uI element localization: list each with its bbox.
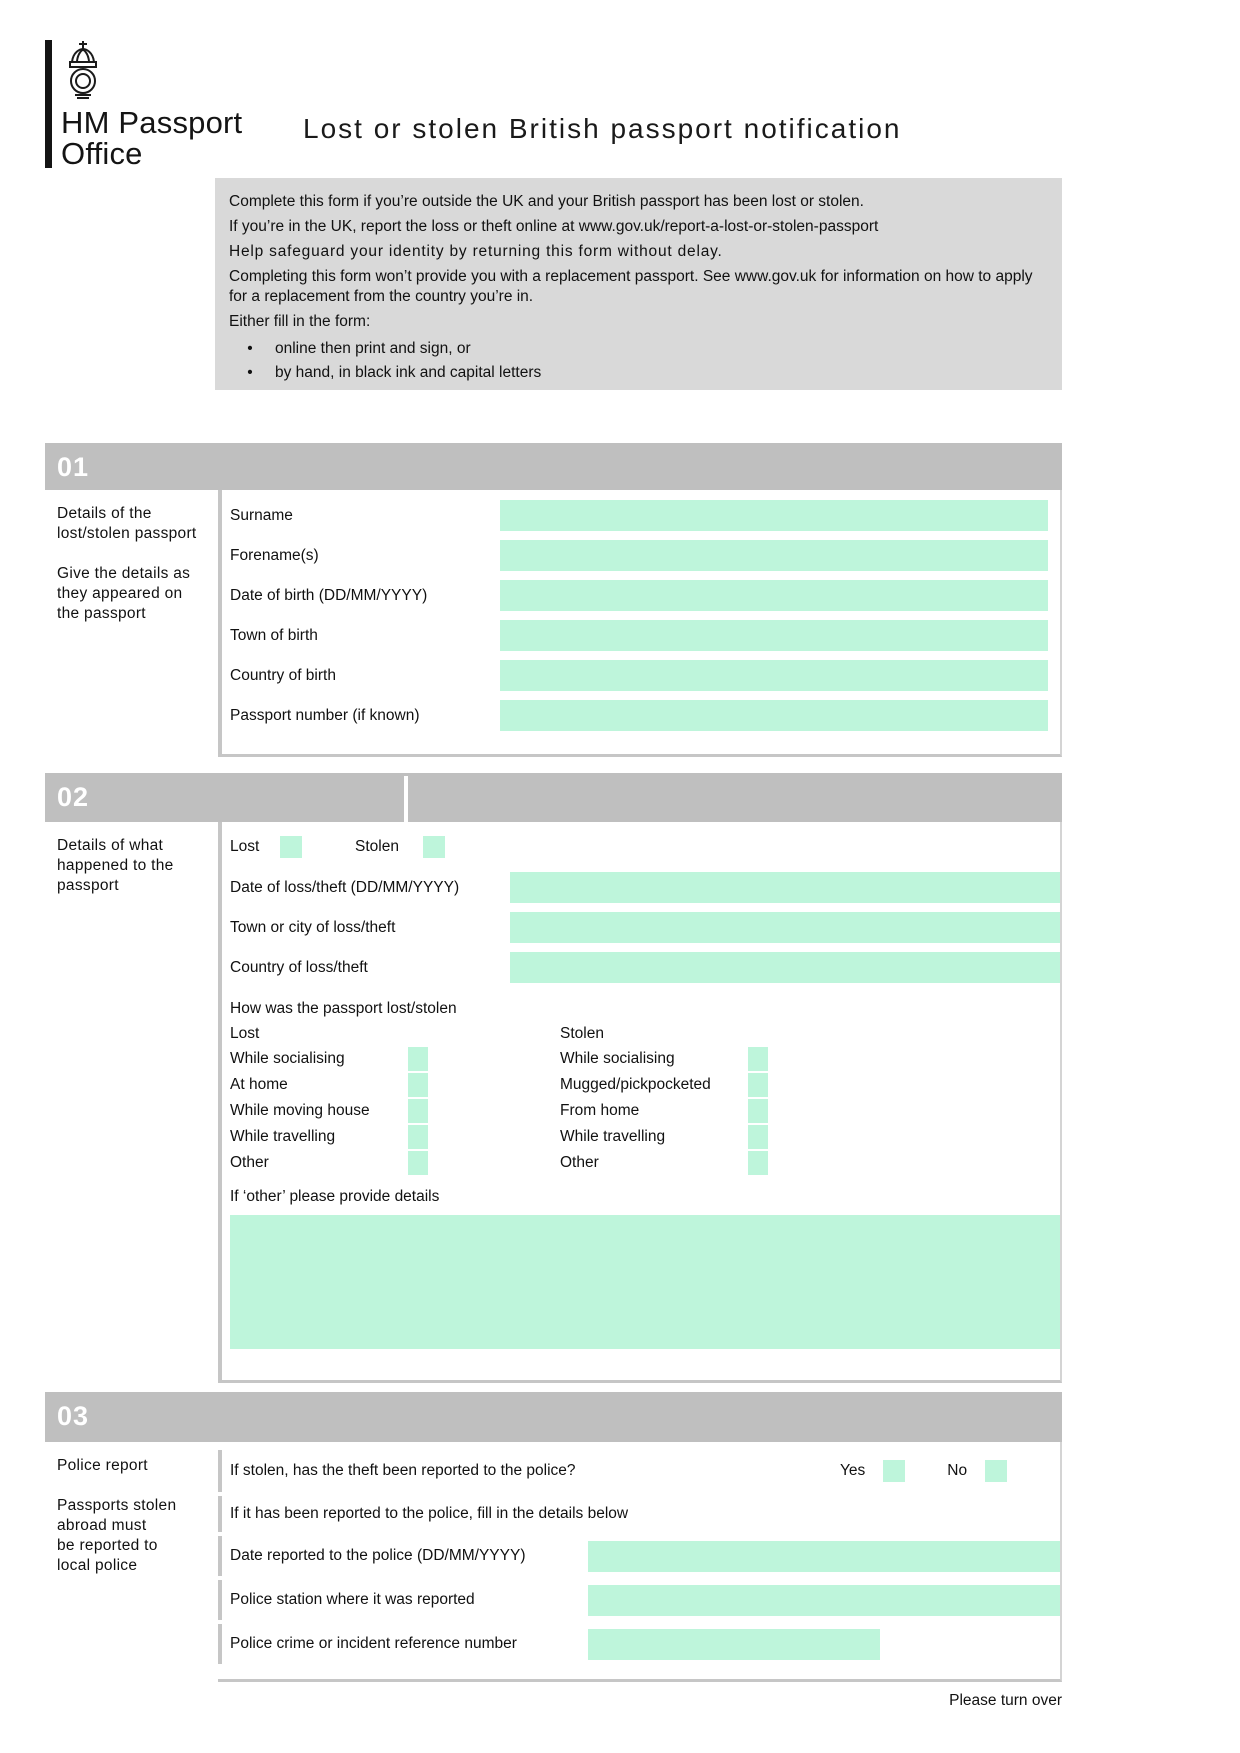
field-label: Passport number (if known) [230, 706, 420, 724]
police-station-input[interactable] [588, 1585, 1060, 1616]
bullet-icon: • [247, 364, 253, 381]
surname-input[interactable] [500, 500, 1048, 531]
sidebar-text: Police report [57, 1457, 148, 1474]
forenames-input[interactable] [500, 540, 1048, 571]
section-number: 01 [57, 452, 90, 482]
section-03-header-bar [45, 1392, 1062, 1442]
date-of-loss-input[interactable] [510, 872, 1060, 903]
form-row [218, 1624, 1060, 1664]
option-label: While travelling [230, 1128, 336, 1145]
intro-paragraph: If you’re in the UK, report the loss or theft online at www.gov.uk/report-a-lost-or-stolen-passport [229, 218, 879, 235]
country-of-birth-input[interactable] [500, 660, 1048, 691]
option-label: At home [230, 1076, 288, 1093]
header-bar-divider [404, 776, 408, 822]
stolen-column-header: Stolen [560, 1025, 604, 1042]
stolen-checkbox[interactable] [423, 836, 445, 858]
option-label: Other [230, 1154, 269, 1171]
police-report-note-row [218, 1496, 1060, 1532]
stolen-while-travelling-checkbox[interactable] [748, 1125, 768, 1149]
list-item [229, 361, 1046, 385]
section-02-body [45, 822, 1062, 1383]
town-of-birth-input[interactable] [500, 620, 1048, 651]
form-row [218, 1580, 1060, 1620]
bullet-text: online then print and sign, or [275, 340, 471, 357]
form-row [230, 500, 1048, 531]
option-row [230, 1124, 1060, 1150]
lost-other-checkbox[interactable] [408, 1151, 428, 1175]
date-of-birth-input[interactable] [500, 580, 1048, 611]
yes-label: Yes [840, 1462, 866, 1479]
lost-while-travelling-checkbox[interactable] [408, 1125, 428, 1149]
section-03-sidebar [45, 1442, 218, 1682]
logo-vertical-bar [45, 40, 52, 168]
field-label: Forename(s) [230, 546, 319, 564]
section-02-header-bar [45, 773, 1062, 822]
reported-no-checkbox[interactable] [985, 1460, 1007, 1482]
field-label: Town of birth [230, 626, 318, 644]
sidebar-line: Passports stolen [57, 1497, 177, 1514]
option-row [230, 1098, 1060, 1124]
sidebar-text: Details of the lost/stolen passport [57, 505, 197, 542]
date-reported-input[interactable] [588, 1541, 1060, 1572]
page-title: Lost or stolen British passport notification [303, 113, 902, 144]
option-label: While travelling [560, 1128, 666, 1145]
field-label: Police crime or incident reference number [230, 1635, 517, 1652]
bullet-icon: • [247, 340, 253, 357]
sidebar-line: local police [57, 1557, 138, 1574]
section-01-header-bar [45, 443, 1062, 490]
field-label: Country of loss/theft [230, 958, 368, 976]
stolen-from-home-checkbox[interactable] [748, 1099, 768, 1123]
sidebar-line: abroad must [57, 1517, 147, 1534]
option-row [230, 1150, 1060, 1176]
option-label: While socialising [230, 1050, 345, 1067]
sidebar-text [57, 1496, 208, 1576]
reported-yes-checkbox[interactable] [883, 1460, 905, 1482]
form-row [230, 912, 1060, 943]
please-turn-over-text: Please turn over [949, 1692, 1062, 1709]
section-03-body [45, 1442, 1062, 1682]
intro-bullet-list [229, 337, 1046, 385]
option-label: From home [560, 1102, 640, 1119]
form-row [230, 700, 1048, 731]
field-label: Date of loss/theft (DD/MM/YYYY) [230, 878, 460, 896]
intro-paragraph: Complete this form if you’re outside the UK and your British passport has been lost or stolen. [229, 193, 864, 210]
stolen-mugged-checkbox[interactable] [748, 1073, 768, 1097]
brand-line-2: Office [61, 136, 143, 171]
option-label: While moving house [230, 1102, 370, 1119]
option-label: Other [560, 1154, 599, 1171]
lost-moving-house-checkbox[interactable] [408, 1099, 428, 1123]
intro-instructions-box [215, 178, 1062, 390]
lost-column-header: Lost [230, 1025, 260, 1042]
sidebar-text: Give the details as they appeared on the passport [57, 565, 191, 622]
passport-number-input[interactable] [500, 700, 1048, 731]
sidebar-text: Details of what happened to the passport [57, 837, 174, 894]
field-label: Surname [230, 506, 293, 524]
section-03-content [218, 1442, 1062, 1682]
intro-paragraph: Completing this form won’t provide you with a replacement passport. See www.gov.uk for information on how to apply for a replacement from the country you’re in. [229, 268, 1033, 305]
sidebar-line: be reported to [57, 1537, 158, 1554]
section-01-content [218, 490, 1062, 757]
field-label: Police station where it was reported [230, 1591, 475, 1608]
section-number: 03 [57, 1401, 90, 1431]
other-details-textarea[interactable] [230, 1215, 1060, 1349]
field-label: Lost [230, 838, 260, 855]
lost-at-home-checkbox[interactable] [408, 1073, 428, 1097]
form-row [230, 620, 1048, 651]
note-text: If it has been reported to the police, fill in the details below [230, 1505, 629, 1522]
option-label: While socialising [560, 1050, 675, 1067]
crown-logo-icon [63, 40, 103, 100]
brand-line-1: HM Passport [61, 105, 243, 140]
stolen-while-socialising-checkbox[interactable] [748, 1047, 768, 1071]
intro-paragraph: Help safeguard your identity by returning this form without delay. [229, 243, 723, 260]
list-item [229, 337, 1046, 361]
field-label: Date reported to the police (DD/MM/YYYY) [230, 1547, 526, 1564]
country-of-loss-input[interactable] [510, 952, 1060, 983]
section-01-body [45, 490, 1062, 757]
field-label: Town or city of loss/theft [230, 918, 396, 936]
option-row [230, 1046, 1060, 1072]
section-number: 02 [57, 782, 90, 812]
town-of-loss-input[interactable] [510, 912, 1060, 943]
bullet-text: by hand, in black ink and capital letters [275, 364, 542, 381]
option-row [230, 1072, 1060, 1098]
lost-while-socialising-checkbox[interactable] [408, 1047, 428, 1071]
field-label: Stolen [355, 838, 399, 855]
form-row [218, 1536, 1060, 1576]
section-01-sidebar [45, 490, 218, 757]
no-label: No [947, 1462, 968, 1479]
column-headers-row [230, 1025, 1060, 1043]
lost-stolen-row [230, 835, 1060, 859]
form-row [230, 660, 1048, 691]
form-row [230, 540, 1048, 571]
stolen-other-checkbox[interactable] [748, 1151, 768, 1175]
section-02-content [218, 822, 1062, 1383]
intro-lead-in: Either fill in the form: [229, 313, 371, 330]
crime-reference-input[interactable] [588, 1629, 880, 1660]
option-label: Mugged/pickpocketed [560, 1076, 711, 1093]
police-report-question-row [218, 1450, 1060, 1492]
form-row [230, 952, 1060, 983]
field-label: Country of birth [230, 666, 336, 684]
section-02-sidebar [45, 822, 218, 1383]
hm-passport-office-logo [45, 40, 242, 169]
brand-name [61, 107, 242, 169]
field-label: If stolen, has the theft been reported to the police? [230, 1462, 576, 1479]
field-label: Date of birth (DD/MM/YYYY) [230, 586, 428, 604]
form-row [230, 580, 1048, 611]
other-details-label: If ‘other’ please provide details [230, 1188, 440, 1205]
lost-checkbox[interactable] [280, 836, 302, 858]
how-lost-label: How was the passport lost/stolen [230, 1000, 457, 1017]
form-row [230, 872, 1060, 903]
